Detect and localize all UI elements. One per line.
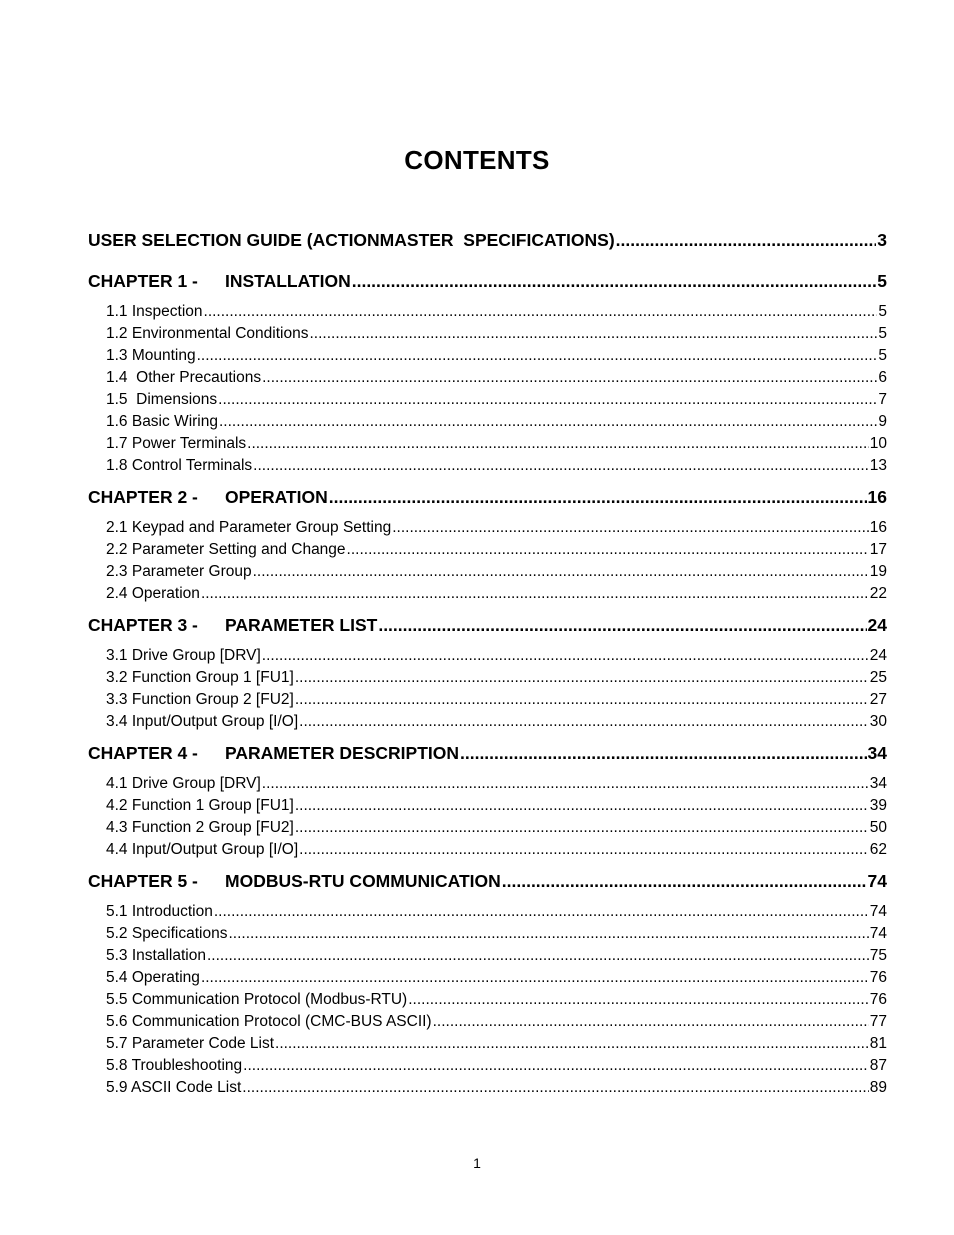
toc-page-number: 16 [867,487,887,507]
toc-page-number: 17 [869,541,887,558]
toc-entry-title: 5.1 Introduction [106,903,213,920]
chapter-number: CHAPTER 4 - [88,743,198,763]
toc-page-number: 74 [867,871,887,891]
toc-entry-title: 2.2 Parameter Setting and Change [106,541,346,558]
toc-entry-title: 4.3 Function 2 Group [FU2] [106,819,294,836]
toc-page-number: 50 [869,819,887,836]
toc-entry-label [106,433,246,455]
toc-entry-label [106,1055,242,1077]
toc-entry-label [88,486,328,508]
toc-section-entry[interactable] [88,839,887,861]
table-of-contents [88,229,887,1099]
dot-leader [201,967,869,989]
dot-leader [204,301,878,323]
toc-entry-title: 1.6 Basic Wiring [106,413,218,430]
dot-leader [347,539,869,561]
toc-page-number: 77 [869,1013,887,1030]
dot-leader [262,645,869,667]
dot-leader [243,1055,869,1077]
toc-entry-label [106,411,218,433]
dot-leader [229,923,869,945]
dot-leader [295,795,869,817]
toc-page-number: 75 [869,947,887,964]
toc-section-entry[interactable] [88,433,887,455]
dot-leader [219,411,877,433]
dot-leader [295,667,869,689]
toc-entry-label [106,367,261,389]
toc-section-entry[interactable] [88,301,887,323]
toc-entry-label [106,989,407,1011]
toc-page-number: 30 [869,713,887,730]
toc-section-entry[interactable] [88,645,887,667]
toc-entry-title: 1.8 Control Terminals [106,457,253,474]
toc-entry-title: 2.4 Operation [106,585,200,602]
toc-entry-title: 2.1 Keypad and Parameter Group Setting [106,519,392,536]
toc-entry-title: 2.3 Parameter Group [106,563,252,580]
toc-section-entry[interactable] [88,817,887,839]
toc-page-number: 9 [878,413,887,430]
toc-entry-title: 4.2 Function 1 Group [FU1] [106,797,294,814]
toc-entry-title: 4.4 Input/Output Group [I/O] [106,841,299,858]
dot-leader [299,839,869,861]
toc-section-entry[interactable] [88,561,887,583]
chapter-number: CHAPTER 1 - [88,271,198,291]
toc-entry-label [106,345,196,367]
toc-entry-label [106,1077,241,1099]
toc-entry-title: 1.5 Dimensions [106,391,218,408]
toc-section-entry[interactable] [88,345,887,367]
dot-leader [329,486,867,508]
chapter-number: CHAPTER 3 - [88,615,198,635]
toc-chapter-entry[interactable] [88,742,887,764]
toc-page-number: 5 [878,303,887,320]
toc-section-entry[interactable] [88,689,887,711]
toc-entry-label [106,839,298,861]
toc-section-entry[interactable] [88,1055,887,1077]
toc-section-entry[interactable] [88,945,887,967]
toc-page-number: 76 [869,991,887,1008]
toc-section-entry[interactable] [88,455,887,477]
toc-entry-label [88,614,377,636]
toc-section-entry[interactable] [88,1011,887,1033]
toc-section-entry[interactable] [88,901,887,923]
toc-entry-title: 1.4 Other Precautions [106,369,262,386]
page-title: CONTENTS [404,145,550,175]
toc-entry-title: 5.8 Troubleshooting [106,1057,243,1074]
dot-leader [295,817,869,839]
toc-entry-title: 5.9 ASCII Code List [106,1079,242,1096]
toc-section-entry[interactable] [88,989,887,1011]
toc-chapter-entry[interactable] [88,614,887,636]
toc-entry-label [106,583,200,605]
toc-page-number: 3 [877,230,887,250]
page-number: 1 [473,1155,481,1171]
toc-chapter-entry[interactable] [88,870,887,892]
toc-entry-label [106,795,294,817]
dot-leader [460,742,867,764]
toc-section-entry[interactable] [88,583,887,605]
chapter-number: CHAPTER 5 - [88,871,198,891]
toc-section-entry[interactable] [88,411,887,433]
dot-leader [242,1077,868,1099]
toc-entry-title: 3.2 Function Group 1 [FU1] [106,669,294,686]
toc-page-number: 24 [867,615,887,635]
dot-leader [262,367,877,389]
toc-page-number: 62 [869,841,887,858]
toc-entry-label [106,817,294,839]
toc-entry-title: 3.1 Drive Group [DRV] [106,647,261,664]
toc-section-entry[interactable] [88,1033,887,1055]
dot-leader [197,345,878,367]
chapter-number: CHAPTER 2 - [88,487,198,507]
dot-leader [253,455,869,477]
toc-page-number: 74 [869,903,887,920]
toc-section-entry[interactable] [88,389,887,411]
toc-section-entry[interactable] [88,795,887,817]
toc-page-number: 34 [867,743,887,763]
dot-leader [616,229,877,251]
toc-entry-title: 1.3 Mounting [106,347,196,364]
toc-page-number: 7 [878,391,887,408]
toc-page-number: 25 [869,669,887,686]
dot-leader [214,901,869,923]
toc-entry-label [88,270,351,292]
toc-section-entry[interactable] [88,517,887,539]
toc-page-number: 10 [869,435,887,452]
toc-entry-label [106,901,213,923]
toc-entry-label [106,561,252,583]
toc-section-entry[interactable] [88,539,887,561]
toc-section-entry[interactable] [88,773,887,795]
toc-entry-title: 5.5 Communication Protocol (Modbus-RTU) [106,991,408,1008]
toc-entry-title: 5.4 Operating [106,969,200,986]
dot-leader [502,870,867,892]
dot-leader [408,989,869,1011]
toc-entry-title: 5.7 Parameter Code List [106,1035,275,1052]
toc-chapter-entry[interactable] [88,229,887,251]
toc-page-number: 34 [869,775,887,792]
toc-page-number: 89 [869,1079,887,1096]
toc-entry-title: 3.3 Function Group 2 [FU2] [106,691,294,708]
toc-entry-title: MODBUS-RTU COMMUNICATION [225,871,501,891]
dot-leader [309,323,877,345]
toc-page-number: 87 [869,1057,887,1074]
toc-page-number: 27 [869,691,887,708]
dot-leader [378,614,866,636]
dot-leader [295,689,869,711]
toc-page-number: 6 [878,369,887,386]
toc-entry-label [106,323,308,345]
toc-page-number: 5 [878,347,887,364]
toc-entry-title: 4.1 Drive Group [DRV] [106,775,261,792]
dot-leader [275,1033,869,1055]
toc-entry-title: USER SELECTION GUIDE (ACTIONMASTER SPECIFICATIONS) [88,230,615,250]
toc-entry-title: INSTALLATION [225,271,351,291]
toc-page-number: 81 [869,1035,887,1052]
toc-entry-title: 5.2 Specifications [106,925,228,942]
toc-chapter-entry[interactable] [88,486,887,508]
dot-leader [433,1011,869,1033]
toc-section-entry[interactable] [88,923,887,945]
toc-entry-title: 5.3 Installation [106,947,206,964]
toc-page-number: 24 [869,647,887,664]
toc-section-entry[interactable] [88,711,887,733]
toc-entry-label [88,742,459,764]
toc-entry-title: PARAMETER LIST [225,615,378,635]
toc-entry-label [106,967,200,989]
dot-leader [207,945,869,967]
toc-entry-label [88,870,501,892]
toc-entry-title: 1.1 Inspection [106,303,203,320]
toc-entry-label [106,945,206,967]
toc-page-number: 5 [877,271,887,291]
toc-page-number: 39 [869,797,887,814]
toc-section-entry[interactable] [88,367,887,389]
toc-page-number: 19 [869,563,887,580]
toc-entry-label [106,301,203,323]
dot-leader [247,433,869,455]
toc-section-entry[interactable] [88,1077,887,1099]
toc-entry-label [106,517,391,539]
toc-entry-label [106,1011,432,1033]
dot-leader [218,389,877,411]
toc-section-entry[interactable] [88,323,887,345]
toc-entry-label [106,923,228,945]
toc-page-number: 16 [869,519,887,536]
toc-entry-label [106,711,298,733]
toc-entry-label [106,389,217,411]
toc-entry-label [106,773,261,795]
toc-entry-label [88,229,615,251]
toc-entry-label [106,455,252,477]
toc-page-number: 5 [878,325,887,342]
toc-entry-label [106,1033,274,1055]
dot-leader [262,773,869,795]
dot-leader [299,711,869,733]
toc-entry-title: 1.7 Power Terminals [106,435,247,452]
toc-chapter-entry[interactable] [88,270,887,292]
dot-leader [201,583,869,605]
toc-entry-title: OPERATION [225,487,328,507]
toc-page-number: 76 [869,969,887,986]
toc-section-entry[interactable] [88,967,887,989]
toc-entry-label [106,539,346,561]
toc-page-number: 13 [869,457,887,474]
dot-leader [392,517,869,539]
toc-page-number: 74 [869,925,887,942]
toc-entry-title: 1.2 Environmental Conditions [106,325,309,342]
dot-leader [352,270,877,292]
toc-entry-title: 3.4 Input/Output Group [I/O] [106,713,299,730]
toc-entry-title: 5.6 Communication Protocol (CMC-BUS ASCII) [106,1013,432,1030]
dot-leader [253,561,869,583]
toc-page-number: 22 [869,585,887,602]
toc-section-entry[interactable] [88,667,887,689]
toc-entry-label [106,667,294,689]
toc-entry-title: PARAMETER DESCRIPTION [225,743,459,763]
toc-entry-label [106,645,261,667]
toc-entry-label [106,689,294,711]
